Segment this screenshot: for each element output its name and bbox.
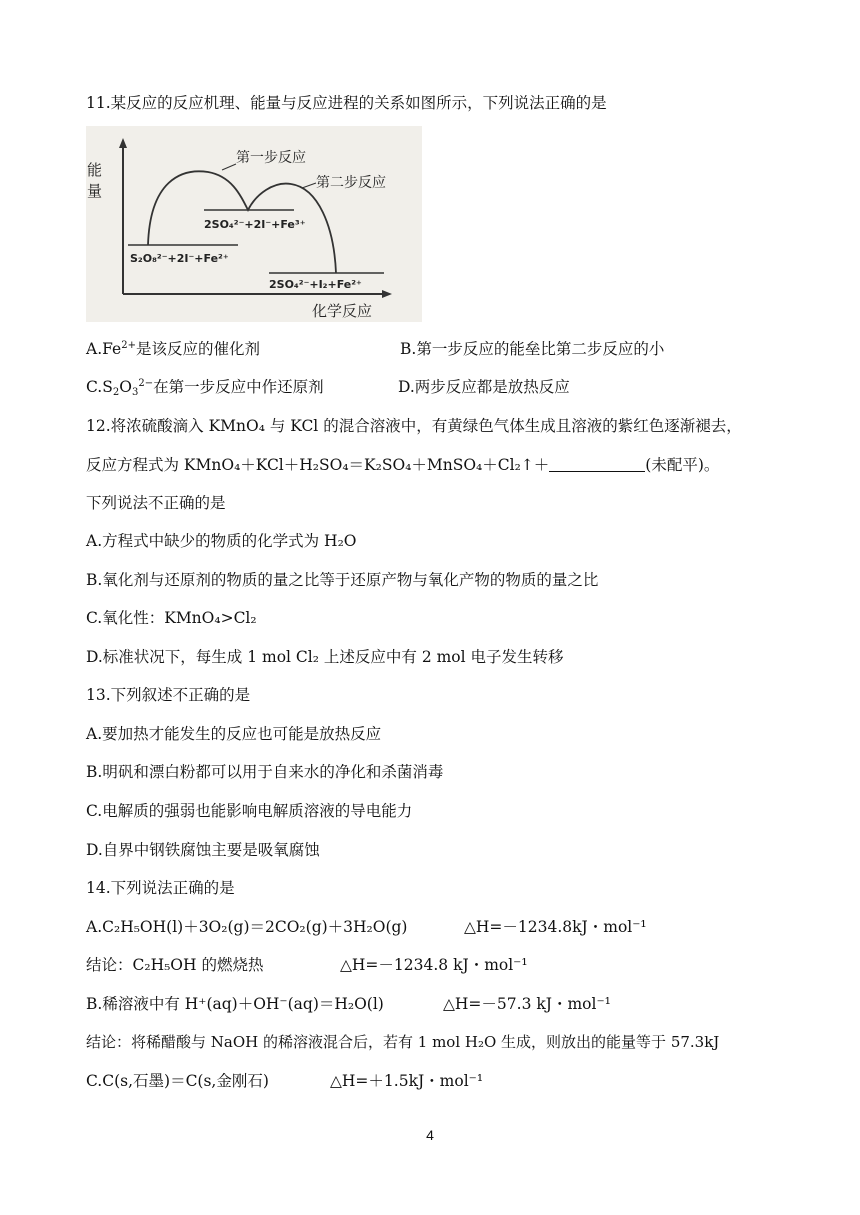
q13-stem: 13.下列叙述不正确的是 [86,686,251,704]
q14-option-a-enthalpy: △H=－1234.8kJ・mol⁻¹ [464,918,647,936]
answer-blank [549,457,645,472]
q13-option-c: C.电解质的强弱也能影响电解质溶液的导电能力 [86,802,413,820]
step1-label: 第一步反应 [236,150,306,166]
q11-option-b: B.第一步反应的能垒比第二步反应的小 [400,340,665,358]
q11-stem: 11.某反应的反应机理、能量与反应进程的关系如图所示，下列说法正确的是 [86,94,607,112]
q14-option-a-conclusion-enthalpy: △H=－1234.8 kJ・mol⁻¹ [340,956,528,974]
y-axis-arrow [119,138,127,148]
q14-option-b-conclusion: 结论：将稀醋酸与 NaOH 的稀溶液混合后，若有 1 mol H₂O 生成，则放出的能量等于 57.3kJ [86,1033,720,1051]
q11-options-ab [86,339,665,359]
q14-option-b-equation: B.稀溶液中有 H⁺(aq)＋OH⁻(aq)＝H₂O(l) [86,995,384,1013]
q14-option-b-enthalpy: △H=－57.3 kJ・mol⁻¹ [443,995,611,1013]
x-axis-arrow [382,290,392,298]
q14-option-b [86,994,611,1014]
level-reactants-label: S₂O₈²⁻+2I⁻+Fe²⁺ [130,252,229,265]
q12-equation: 反应方程式为 KMnO₄＋KCl＋H₂SO₄＝K₂SO₄＋MnSO₄＋Cl₂↑＋ (未配平)。 [86,456,720,474]
level-intermediate-label: 2SO₄²⁻+2I⁻+Fe³⁺ [204,218,306,231]
q14-option-c-enthalpy: △H=＋1.5kJ・mol⁻¹ [330,1072,484,1090]
q11-option-d: D.两步反应都是放热反应 [398,378,570,396]
level-products-label: 2SO₄²⁻+I₂+Fe²⁺ [269,278,362,291]
q14-option-a-conclusion: 结论：C₂H₅OH 的燃烧热 △H=－1234.8 kJ・mol⁻¹ [86,956,528,974]
q12-ask: 下列说法不正确的是 [86,494,226,512]
q14-option-a [86,917,647,937]
q12-option-d: D.标准状况下，每生成 1 mol Cl₂ 上述反应中有 2 mol 电子发生转移 [86,648,564,666]
q11-option-a: $A.Fe^{2+}$是该反应的催化剂 [86,340,260,358]
q14-option-a-equation: A.C₂H₅OH(l)＋3O₂(g)＝2CO₂(g)＋3H₂O(g) [86,918,408,936]
q12-stem: 12.将浓硫酸滴入 KMnO₄ 与 KCl 的混合溶液中，有黄绿色气体生成且溶液的紫红色逐渐褪去， [86,417,742,435]
q11-options-cd [86,377,570,398]
step2-label: 第二步反应 [316,175,386,191]
page-number: 4 [426,1127,434,1143]
y-axis-label: 能量 [86,162,103,204]
q13-option-b: B.明矾和漂白粉都可以用于自来水的净化和杀菌消毒 [86,763,444,781]
q14-option-c [86,1071,484,1091]
x-axis-label: 化学反应 [312,302,373,320]
q12-option-c: C.氧化性：KMnO₄>Cl₂ [86,609,257,627]
q12-option-a: A.方程式中缺少的物质的化学式为 H₂O [86,532,357,550]
q12-option-b: B.氧化剂与还原剂的物质的量之比等于还原产物与氧化产物的物质的量之比 [86,571,599,589]
q14-option-c-equation: C.C(s,石墨)＝C(s,金刚石) [86,1072,269,1090]
q13-option-a: A.要加热才能发生的反应也可能是放热反应 [86,725,382,743]
q13-option-d: D.自界中钢铁腐蚀主要是吸氧腐蚀 [86,841,320,859]
step2-pointer [302,183,316,188]
step1-pointer [222,164,236,170]
energy-reaction-diagram [86,126,422,322]
q11-option-c: $C.S_2O_3^{2-}$在第一步反应中作还原剂 [86,378,324,398]
q14-stem: 14.下列说法正确的是 [86,879,235,897]
